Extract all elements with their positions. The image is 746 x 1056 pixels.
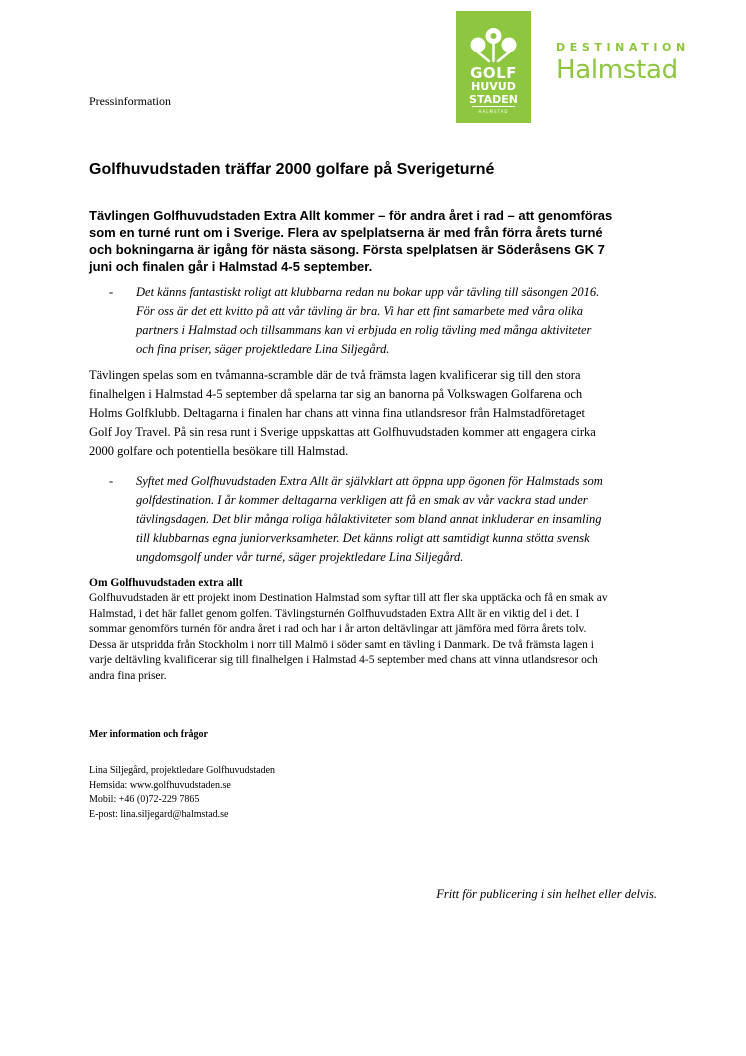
- contact-name: Lina Siljegård, projektledare Golfhuvudstaden: [89, 765, 276, 776]
- contact-block: [89, 764, 275, 822]
- quote-line: Det känns fantastiskt roligt att klubbarna redan nu bokar upp vår tävling till säsongen 2016.: [136, 285, 600, 299]
- about-line: Dessa är utspridda från Stockholm i norr till Malmö i söder samt en tävling i Danmark. De två främsta lagen i: [89, 638, 594, 651]
- quote-line: ungdomsgolf under vår turné, säger projektledare Lina Siljegård.: [136, 550, 464, 564]
- about-line: sommar genomförs turnén för andra året i rad och har i år arton deltävlingar att jämföra med förra årets tolv.: [89, 623, 587, 635]
- headline: Golfhuvudstaden träffar 2000 golfare på Sverigeturné: [89, 161, 495, 178]
- body-paragraph-1: [89, 366, 669, 461]
- quote-line: tävlingsdagen. Det blir många roliga hålaktiviteter som bland annat inkluderar en insamling: [136, 512, 602, 526]
- quote-line: till klubbarnas egna juniorverksamheter. Det känns roligt att samtidigt kunna stötta svensk: [136, 531, 590, 545]
- lead-line: och bokningarna är igång för nästa säsong. Första spelplatsen är Söderåsens GK 7: [89, 242, 605, 257]
- logo-golf-line3: STADEN: [469, 93, 518, 106]
- body-line: Golf Joy Travel. På sin resa runt i Sverige uppskattas att Golfhuvudstaden kommer att engagera cirka: [89, 425, 596, 439]
- quote-line: För oss är det ett kvitto på att vår tävling är bra. Vi har ett fint samarbete med våra olika: [136, 304, 583, 318]
- quote-line: golfdestination. I år kommer deltagarna verkligen att få en smak av vår vackra stad under: [136, 493, 588, 507]
- more-info-title: Mer information och frågor: [89, 729, 208, 740]
- quote-dash: -: [109, 285, 114, 299]
- golf-balls-icon: [456, 11, 531, 71]
- quote-line: partners i Halmstad och tillsammans kan vi erbjuda en rolig tävling med många aktiviteter: [136, 323, 592, 337]
- body-line: Holms Golfklubb. Deltagarna i finalen har chans att vinna fina utlandsresor från Halmstadföretaget: [89, 406, 586, 420]
- contact-mobile: Mobil: +46 (0)72-229 7865: [89, 794, 200, 805]
- golfhuvudstaden-logo: [456, 11, 531, 123]
- logo-golf-line1: GOLF: [470, 64, 517, 82]
- lead-line: som en turné runt om i Sverige. Flera av spelplatserna är med från förra årets turné: [89, 225, 603, 240]
- about-body: [89, 591, 669, 684]
- about-title: Om Golfhuvudstaden extra allt: [89, 577, 243, 589]
- body-line: finalhelgen i Halmstad 4-5 september då spelarna tar sig an banorna på Volkswagen Golfarena och: [89, 387, 583, 401]
- about-line: andra fina priser.: [89, 669, 167, 682]
- about-line: Halmstad, i det här fallet genom golfen. Tävlingsturnén Golfhuvudstaden Extra Allt är en viktig del i det. I: [89, 607, 580, 620]
- quote-line: och fina priser, säger projektledare Lina Siljegård.: [136, 342, 390, 356]
- publication-note: Fritt för publicering i sin helhet eller delvis.: [436, 887, 657, 901]
- lead-line: juni och finalen går i Halmstad 4-5 september.: [89, 259, 373, 274]
- quote-dash: -: [109, 474, 114, 488]
- body-line: Tävlingen spelas som en tvåmanna-scramble där de två främsta lagen kvalificerar sig till den stora: [89, 368, 581, 382]
- contact-email[interactable]: E-post: lina.siljegard@halmstad.se: [89, 808, 229, 820]
- lead-line: Tävlingen Golfhuvudstaden Extra Allt kommer – för andra året i rad – att genomföras: [89, 208, 613, 223]
- body-line: 2000 golfare och potentiella besökare till Halmstad.: [89, 444, 349, 458]
- destination-halmstad-logo: [556, 42, 706, 83]
- about-line: Golfhuvudstaden är ett projekt inom Destination Halmstad som syftar till att fler ska upptäcka och få en smak av: [89, 592, 608, 604]
- logo-golf-line2: HUVUD: [471, 80, 516, 93]
- press-label: Pressinformation: [89, 94, 171, 108]
- quote-line: Syftet med Golfhuvudstaden Extra Allt är självklart att öppna upp ögonen för Halmstads som: [136, 474, 603, 488]
- lead-paragraph: [89, 207, 669, 275]
- logo-destination-word: DESTINATION: [556, 41, 690, 54]
- logo-golf-line4: HALMSTAD: [478, 109, 509, 114]
- logo-halmstad-word: Halmstad: [556, 55, 678, 85]
- logo-divider: [472, 106, 515, 107]
- about-line: varje deltävling kvalificerar sig till finalhelgen i Halmstad 4-5 september med chans att vinna utlandsresor och: [89, 654, 598, 666]
- contact-website[interactable]: Hemsida: www.golfhuvudstaden.se: [89, 779, 231, 791]
